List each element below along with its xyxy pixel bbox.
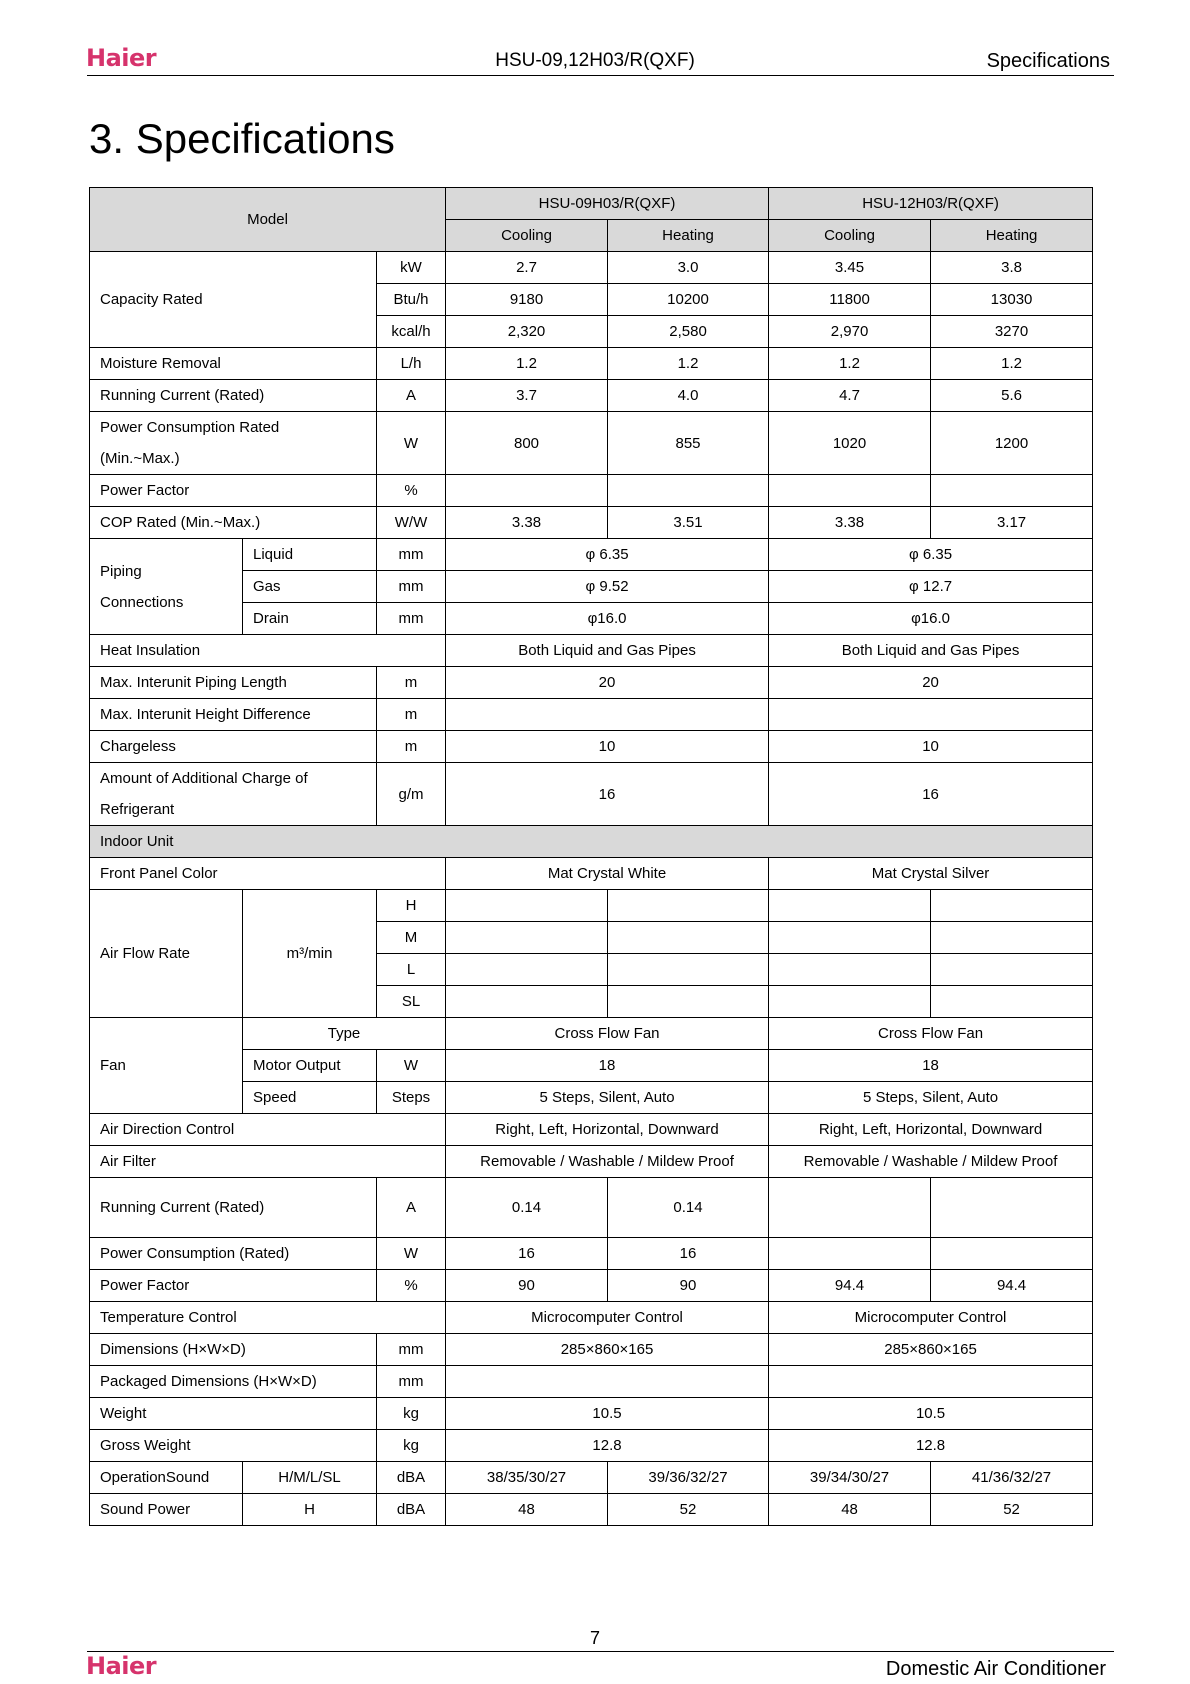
value-cell: Microcomputer Control bbox=[769, 1302, 1093, 1334]
value-cell: 1.2 bbox=[769, 348, 931, 380]
value-cell: 1200 bbox=[931, 412, 1093, 475]
value-cell: 10 bbox=[446, 731, 769, 763]
row-label: Power Consumption (Rated) bbox=[90, 1238, 377, 1270]
value-cell: 39/36/32/27 bbox=[608, 1462, 769, 1494]
value-cell: 3.51 bbox=[608, 507, 769, 539]
value-cell bbox=[931, 922, 1093, 954]
sub-label: H bbox=[243, 1494, 377, 1526]
table-row bbox=[90, 826, 1093, 858]
value-cell bbox=[446, 986, 608, 1018]
value-cell bbox=[931, 1238, 1093, 1270]
value-cell: 20 bbox=[769, 667, 1093, 699]
unit-cell: mm bbox=[377, 539, 446, 571]
unit-cell: kg bbox=[377, 1430, 446, 1462]
section-header: Indoor Unit bbox=[90, 826, 1093, 858]
value-cell: 94.4 bbox=[769, 1270, 931, 1302]
table-row bbox=[90, 1430, 1093, 1462]
unit-cell: A bbox=[377, 1178, 446, 1238]
table-row bbox=[90, 1398, 1093, 1430]
value-cell: Cross Flow Fan bbox=[769, 1018, 1093, 1050]
value-cell: 10.5 bbox=[446, 1398, 769, 1430]
row-label bbox=[90, 539, 243, 635]
unit-cell: L/h bbox=[377, 348, 446, 380]
value-cell: 3.38 bbox=[446, 507, 608, 539]
value-cell bbox=[931, 954, 1093, 986]
table-row bbox=[90, 1334, 1093, 1366]
value-cell bbox=[608, 890, 769, 922]
unit-cell: A bbox=[377, 380, 446, 412]
value-cell: Mat Crystal White bbox=[446, 858, 769, 890]
value-cell bbox=[931, 890, 1093, 922]
table-row bbox=[90, 188, 1093, 220]
value-cell: 12.8 bbox=[446, 1430, 769, 1462]
table-row bbox=[90, 731, 1093, 763]
value-cell: 4.0 bbox=[608, 380, 769, 412]
footer-rule bbox=[87, 1651, 1114, 1652]
value-cell bbox=[769, 1238, 931, 1270]
mode-header: Cooling bbox=[446, 220, 608, 252]
unit-cell: m³/min bbox=[243, 890, 377, 1018]
value-cell: Right, Left, Horizontal, Downward bbox=[446, 1114, 769, 1146]
value-cell: 3.45 bbox=[769, 252, 931, 284]
value-cell: 2,970 bbox=[769, 316, 931, 348]
table-row bbox=[90, 475, 1093, 507]
row-label: Front Panel Color bbox=[90, 858, 446, 890]
table-row bbox=[90, 1462, 1093, 1494]
table-row bbox=[90, 1302, 1093, 1334]
table-row bbox=[90, 667, 1093, 699]
header-rule bbox=[87, 75, 1114, 76]
value-cell: 0.14 bbox=[446, 1178, 608, 1238]
unit-cell: kW bbox=[377, 252, 446, 284]
value-cell: 48 bbox=[769, 1494, 931, 1526]
value-cell: Microcomputer Control bbox=[446, 1302, 769, 1334]
value-cell: 3270 bbox=[931, 316, 1093, 348]
unit-cell: W bbox=[377, 1050, 446, 1082]
value-cell: φ 12.7 bbox=[769, 571, 1093, 603]
unit-cell: % bbox=[377, 1270, 446, 1302]
value-cell: Both Liquid and Gas Pipes bbox=[446, 635, 769, 667]
unit-cell: mm bbox=[377, 1334, 446, 1366]
value-cell: 4.7 bbox=[769, 380, 931, 412]
value-cell: φ16.0 bbox=[769, 603, 1093, 635]
value-cell bbox=[446, 954, 608, 986]
value-cell: φ 6.35 bbox=[769, 539, 1093, 571]
header-model: HSU-09,12H03/R(QXF) bbox=[495, 50, 695, 71]
value-cell bbox=[769, 1178, 931, 1238]
value-cell: 10.5 bbox=[769, 1398, 1093, 1430]
value-cell: φ 9.52 bbox=[446, 571, 769, 603]
value-cell: 2.7 bbox=[446, 252, 608, 284]
table-row bbox=[90, 763, 1093, 826]
footer-brand-logo: Haier bbox=[86, 1652, 157, 1680]
value-cell: 16 bbox=[446, 1238, 608, 1270]
value-cell: 285×860×165 bbox=[769, 1334, 1093, 1366]
value-cell bbox=[608, 986, 769, 1018]
value-cell: 3.17 bbox=[931, 507, 1093, 539]
model-label: Model bbox=[90, 188, 446, 252]
row-label: Heat Insulation bbox=[90, 635, 446, 667]
unit-cell: m bbox=[377, 667, 446, 699]
value-cell bbox=[769, 890, 931, 922]
value-cell: 20 bbox=[446, 667, 769, 699]
table-row bbox=[90, 507, 1093, 539]
value-cell: 800 bbox=[446, 412, 608, 475]
value-cell: 285×860×165 bbox=[446, 1334, 769, 1366]
model-header: HSU-12H03/R(QXF) bbox=[769, 188, 1093, 220]
value-cell: φ16.0 bbox=[446, 603, 769, 635]
table-row bbox=[90, 699, 1093, 731]
value-cell bbox=[931, 1178, 1093, 1238]
value-cell: 94.4 bbox=[931, 1270, 1093, 1302]
value-cell: 16 bbox=[608, 1238, 769, 1270]
speed-cell: M bbox=[377, 922, 446, 954]
value-cell: 11800 bbox=[769, 284, 931, 316]
value-cell: Mat Crystal Silver bbox=[769, 858, 1093, 890]
value-cell: 16 bbox=[446, 763, 769, 826]
row-label-line: Refrigerant bbox=[100, 801, 175, 818]
table-row bbox=[90, 1270, 1093, 1302]
sub-label: H/M/L/SL bbox=[243, 1462, 377, 1494]
unit-cell: m bbox=[377, 731, 446, 763]
unit-cell: mm bbox=[377, 1366, 446, 1398]
unit-cell: dBA bbox=[377, 1494, 446, 1526]
sub-label: Type bbox=[243, 1018, 446, 1050]
value-cell: 9180 bbox=[446, 284, 608, 316]
value-cell: 3.0 bbox=[608, 252, 769, 284]
unit-cell: kcal/h bbox=[377, 316, 446, 348]
row-label: Packaged Dimensions (H×W×D) bbox=[90, 1366, 377, 1398]
value-cell: Removable / Washable / Mildew Proof bbox=[446, 1146, 769, 1178]
value-cell: Both Liquid and Gas Pipes bbox=[769, 635, 1093, 667]
value-cell: 10 bbox=[769, 731, 1093, 763]
speed-cell: L bbox=[377, 954, 446, 986]
row-label: Air Filter bbox=[90, 1146, 446, 1178]
value-cell: 2,580 bbox=[608, 316, 769, 348]
page-number: 7 bbox=[589, 1628, 600, 1648]
value-cell: 48 bbox=[446, 1494, 608, 1526]
row-label: Air Direction Control bbox=[90, 1114, 446, 1146]
row-label: Moisture Removal bbox=[90, 348, 377, 380]
value-cell: 1.2 bbox=[446, 348, 608, 380]
value-cell bbox=[446, 699, 769, 731]
row-label-line: (Min.~Max.) bbox=[100, 450, 180, 467]
unit-cell: W bbox=[377, 412, 446, 475]
table-row bbox=[90, 1146, 1093, 1178]
row-label: Dimensions (H×W×D) bbox=[90, 1334, 377, 1366]
row-label: Running Current (Rated) bbox=[90, 380, 377, 412]
value-cell: 855 bbox=[608, 412, 769, 475]
row-label: OperationSound bbox=[90, 1462, 243, 1494]
value-cell: Removable / Washable / Mildew Proof bbox=[769, 1146, 1093, 1178]
value-cell bbox=[446, 1366, 769, 1398]
value-cell: 1.2 bbox=[931, 348, 1093, 380]
mode-header: Heating bbox=[931, 220, 1093, 252]
unit-cell: dBA bbox=[377, 1462, 446, 1494]
value-cell: 39/34/30/27 bbox=[769, 1462, 931, 1494]
unit-cell: m bbox=[377, 699, 446, 731]
value-cell: 13030 bbox=[931, 284, 1093, 316]
value-cell: Right, Left, Horizontal, Downward bbox=[769, 1114, 1093, 1146]
unit-cell: Steps bbox=[377, 1082, 446, 1114]
value-cell: 18 bbox=[446, 1050, 769, 1082]
sub-label: Speed bbox=[243, 1082, 377, 1114]
value-cell: 38/35/30/27 bbox=[446, 1462, 608, 1494]
table-row bbox=[90, 539, 1093, 571]
value-cell: 0.14 bbox=[608, 1178, 769, 1238]
unit-cell: mm bbox=[377, 571, 446, 603]
row-label: Capacity Rated bbox=[90, 252, 377, 348]
unit-cell: W bbox=[377, 1238, 446, 1270]
value-cell: 5.6 bbox=[931, 380, 1093, 412]
value-cell: 10200 bbox=[608, 284, 769, 316]
value-cell: Cross Flow Fan bbox=[446, 1018, 769, 1050]
table-row bbox=[90, 1366, 1093, 1398]
model-header: HSU-09H03/R(QXF) bbox=[446, 188, 769, 220]
footer-text: Domestic Air Conditioner bbox=[885, 1658, 1106, 1680]
value-cell: 12.8 bbox=[769, 1430, 1093, 1462]
row-label: Max. Interunit Piping Length bbox=[90, 667, 377, 699]
value-cell: 41/36/32/27 bbox=[931, 1462, 1093, 1494]
specifications-table bbox=[89, 187, 1093, 1526]
table-row bbox=[90, 412, 1093, 475]
table-row bbox=[90, 252, 1093, 284]
table-row bbox=[90, 1178, 1093, 1238]
value-cell: 3.38 bbox=[769, 507, 931, 539]
value-cell: 5 Steps, Silent, Auto bbox=[446, 1082, 769, 1114]
row-label: Power Factor bbox=[90, 1270, 377, 1302]
value-cell bbox=[608, 475, 769, 507]
value-cell bbox=[769, 699, 1093, 731]
table-row bbox=[90, 1494, 1093, 1526]
unit-cell: g/m bbox=[377, 763, 446, 826]
row-label: Sound Power bbox=[90, 1494, 243, 1526]
value-cell bbox=[769, 922, 931, 954]
mode-header: Heating bbox=[608, 220, 769, 252]
value-cell: 90 bbox=[446, 1270, 608, 1302]
speed-cell: SL bbox=[377, 986, 446, 1018]
value-cell bbox=[446, 890, 608, 922]
row-label bbox=[90, 763, 377, 826]
value-cell bbox=[446, 475, 608, 507]
row-label-line: Piping bbox=[100, 562, 142, 580]
unit-cell: mm bbox=[377, 603, 446, 635]
row-label bbox=[90, 412, 377, 475]
table-row bbox=[90, 1238, 1093, 1270]
value-cell: 90 bbox=[608, 1270, 769, 1302]
table-row bbox=[90, 348, 1093, 380]
table-row bbox=[90, 890, 1093, 922]
value-cell: 52 bbox=[931, 1494, 1093, 1526]
value-cell: 3.8 bbox=[931, 252, 1093, 284]
value-cell bbox=[608, 922, 769, 954]
unit-cell: Btu/h bbox=[377, 284, 446, 316]
row-label: Chargeless bbox=[90, 731, 377, 763]
sub-label: Motor Output bbox=[243, 1050, 377, 1082]
value-cell: φ 6.35 bbox=[446, 539, 769, 571]
value-cell bbox=[931, 475, 1093, 507]
value-cell bbox=[769, 475, 931, 507]
value-cell: 18 bbox=[769, 1050, 1093, 1082]
value-cell bbox=[931, 986, 1093, 1018]
page-title: 3. Specifications bbox=[89, 115, 395, 162]
table-row bbox=[90, 380, 1093, 412]
value-cell: 1020 bbox=[769, 412, 931, 475]
row-label-line: Connections bbox=[100, 593, 184, 611]
sub-label: Gas bbox=[243, 571, 377, 603]
brand-logo: Haier bbox=[86, 44, 157, 72]
row-label: Temperature Control bbox=[90, 1302, 446, 1334]
mode-header: Cooling bbox=[769, 220, 931, 252]
row-label-line: Power Consumption Rated bbox=[100, 419, 280, 436]
row-label: Running Current (Rated) bbox=[90, 1178, 377, 1238]
table-row bbox=[90, 858, 1093, 890]
sub-label: Drain bbox=[243, 603, 377, 635]
unit-cell: kg bbox=[377, 1398, 446, 1430]
value-cell: 52 bbox=[608, 1494, 769, 1526]
table-row bbox=[90, 1114, 1093, 1146]
sub-label: Liquid bbox=[243, 539, 377, 571]
value-cell: 5 Steps, Silent, Auto bbox=[769, 1082, 1093, 1114]
value-cell: 2,320 bbox=[446, 316, 608, 348]
unit-cell: W/W bbox=[377, 507, 446, 539]
row-label: Air Flow Rate bbox=[90, 890, 243, 1018]
row-label: Weight bbox=[90, 1398, 377, 1430]
value-cell bbox=[608, 954, 769, 986]
value-cell bbox=[769, 1366, 1093, 1398]
value-cell: 3.7 bbox=[446, 380, 608, 412]
value-cell: 16 bbox=[769, 763, 1093, 826]
value-cell bbox=[446, 922, 608, 954]
value-cell bbox=[769, 986, 931, 1018]
row-label: Gross Weight bbox=[90, 1430, 377, 1462]
speed-cell: H bbox=[377, 890, 446, 922]
row-label-line: Amount of Additional Charge of bbox=[100, 770, 308, 787]
row-label: COP Rated (Min.~Max.) bbox=[90, 507, 377, 539]
unit-cell: % bbox=[377, 475, 446, 507]
table-row bbox=[90, 1018, 1093, 1050]
row-label: Fan bbox=[90, 1018, 243, 1114]
value-cell bbox=[769, 954, 931, 986]
row-label: Max. Interunit Height Difference bbox=[90, 699, 377, 731]
header-section: Specifications bbox=[986, 50, 1110, 72]
table-row bbox=[90, 635, 1093, 667]
value-cell: 1.2 bbox=[608, 348, 769, 380]
row-label: Power Factor bbox=[90, 475, 377, 507]
